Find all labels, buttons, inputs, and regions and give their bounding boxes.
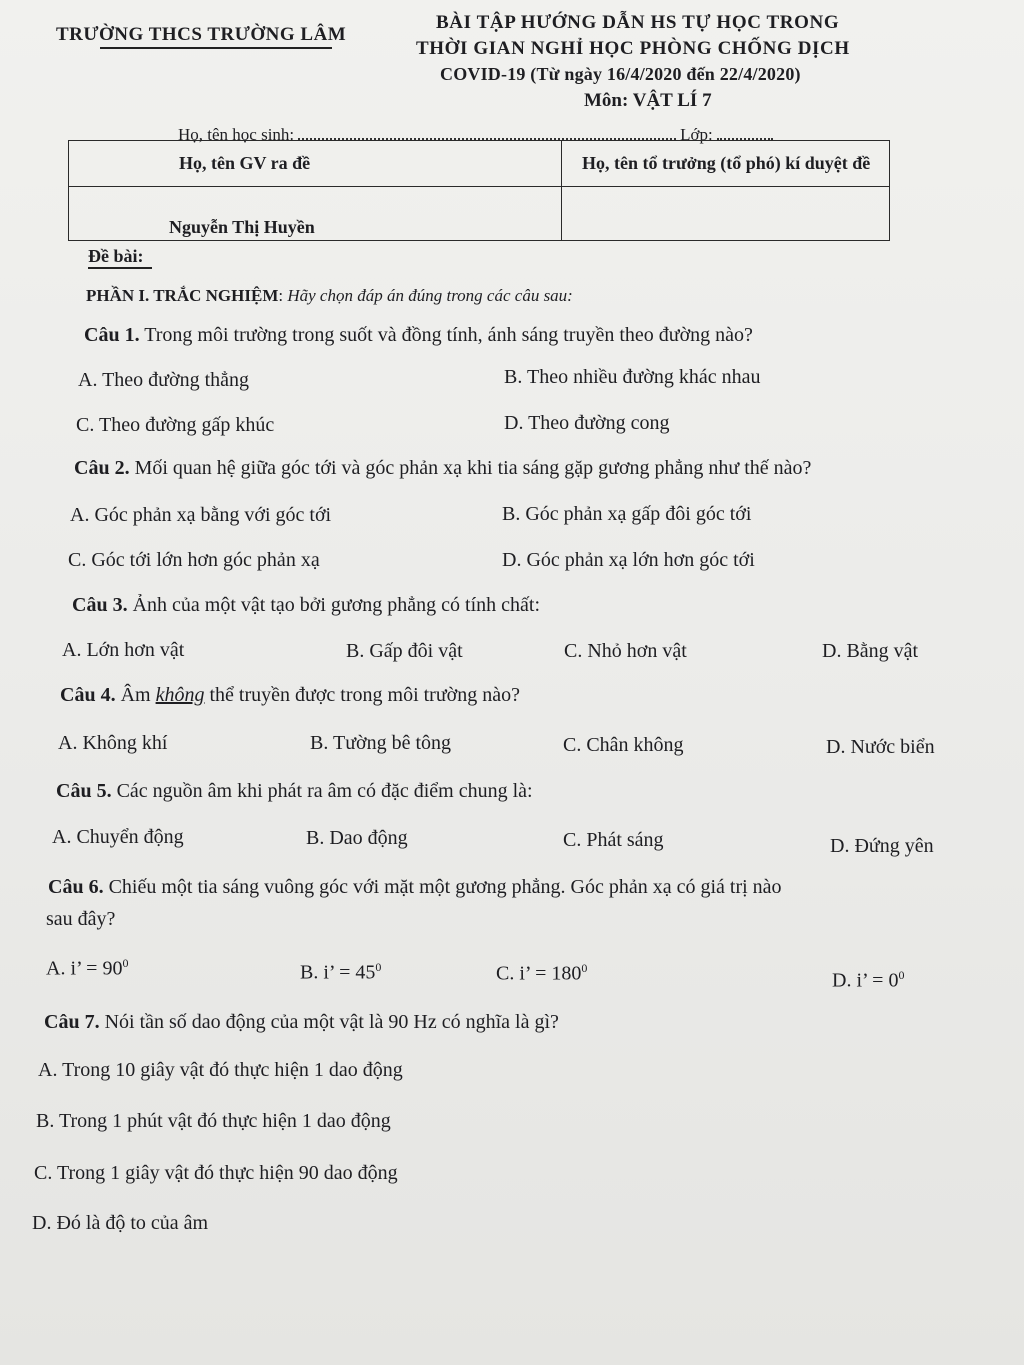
q2-option-d: D. Góc phản xạ lớn hơn góc tới <box>502 549 755 571</box>
q6-option-c: C. i’ = $180^0$ <box>496 961 588 985</box>
question-5 <box>56 780 533 803</box>
approver-header-cell: Họ, tên tổ trưởng (tổ phó) kí duyệt đề <box>562 141 890 187</box>
q4-option-a: A. Không khí <box>58 732 168 754</box>
school-underline <box>100 47 332 49</box>
part-heading: PHẦN I. TRẮC NGHIỆM: Hãy chọn đáp án đúng trong các câu sau: <box>86 286 573 305</box>
exercise-heading-underline <box>88 267 152 269</box>
question-label: Câu 1. <box>84 324 140 346</box>
question-text-before: Âm <box>120 684 151 706</box>
q5-option-c: C. Phát sáng <box>563 829 664 851</box>
question-label: Câu 4. <box>60 684 116 706</box>
q7-option-d: D. Đó là độ to của âm <box>32 1212 209 1234</box>
question-label: Câu 6. <box>48 876 104 898</box>
q1-option-c: C. Theo đường gấp khúc <box>76 414 275 436</box>
question-text-after: thể truyền được trong môi trường nào? <box>209 684 521 706</box>
student-name-blank <box>298 124 676 140</box>
class-blank <box>717 124 773 140</box>
school-name: TRƯỜNG THCS TRƯỜNG LÂM <box>56 24 347 45</box>
question-text: Ảnh của một vật tạo bởi gương phẳng có tính chất: <box>132 594 541 616</box>
q4-option-c: C. Chân không <box>563 734 684 756</box>
title-line-1: BÀI TẬP HƯỚNG DẪN HS TỰ HỌC TRONG <box>436 12 840 33</box>
q4-option-b: B. Tường bê tông <box>310 732 452 754</box>
q1-option-a: A. Theo đường thẳng <box>78 369 250 391</box>
question-1 <box>84 324 753 347</box>
title-line-2: THỜI GIAN NGHỈ HỌC PHÒNG CHỐNG DỊCH <box>416 38 850 59</box>
teacher-info-table <box>68 140 890 241</box>
q7-option-c: C. Trong 1 giây vật đó thực hiện 90 dao động <box>34 1162 398 1184</box>
title-line-3: COVID-19 (Từ ngày 16/4/2020 đến 22/4/2020) <box>440 64 801 84</box>
q3-option-a: A. Lớn hơn vật <box>62 639 185 661</box>
approver-signature-cell <box>562 187 890 241</box>
exercise-heading: Đề bài: <box>88 246 144 266</box>
question-4 <box>60 684 520 707</box>
part-title: PHẦN I. TRẮC NGHIỆM <box>86 286 279 305</box>
question-7 <box>44 1011 559 1034</box>
question-label: Câu 5. <box>56 780 112 802</box>
q7-option-a: A. Trong 10 giây vật đó thực hiện 1 dao động <box>38 1059 403 1081</box>
teacher-name-cell: Nguyễn Thị Huyền <box>69 187 562 241</box>
q3-option-c: C. Nhỏ hơn vật <box>564 640 687 662</box>
question-text: Chiếu một tia sáng vuông góc với mặt một gương phẳng. Góc phản xạ có giá trị nào <box>108 876 782 898</box>
q1-option-b: B. Theo nhiều đường khác nhau <box>504 366 761 388</box>
q6-option-a: A. i’ = $90^0$ <box>46 956 129 980</box>
q2-option-c: C. Góc tới lớn hơn góc phản xạ <box>68 549 320 571</box>
q6-option-d: D. i’ = $0^0$ <box>832 968 905 992</box>
q5-option-a: A. Chuyển động <box>52 826 184 848</box>
question-2 <box>74 457 811 480</box>
part-instruction: Hãy chọn đáp án đúng trong các câu sau: <box>287 286 573 305</box>
q5-option-b: B. Dao động <box>306 827 408 849</box>
question-label: Câu 7. <box>44 1011 100 1033</box>
teacher-header-cell: Họ, tên GV ra đề <box>69 141 562 187</box>
q1-option-d: D. Theo đường cong <box>504 412 670 434</box>
question-text: Mối quan hệ giữa góc tới và góc phản xạ khi tia sáng gặp gương phẳng như thế nào? <box>134 457 812 479</box>
question-3 <box>72 594 540 617</box>
q5-option-d: D. Đứng yên <box>830 835 934 857</box>
q7-option-b: B. Trong 1 phút vật đó thực hiện 1 dao động <box>36 1110 391 1132</box>
q2-option-a: A. Góc phản xạ bằng với góc tới <box>70 504 332 526</box>
q6-option-b: B. i’ = $45^0$ <box>300 960 382 984</box>
question-text: Các nguồn âm khi phát ra âm có đặc điểm chung là: <box>116 780 533 802</box>
student-name-label: Họ, tên học sinh: <box>178 125 295 144</box>
q3-option-d: D. Bằng vật <box>822 640 919 662</box>
q2-option-b: B. Góc phản xạ gấp đôi góc tới <box>502 503 752 525</box>
question-label: Câu 2. <box>74 457 130 479</box>
question-text: Trong môi trường trong suốt và đồng tính, ánh sáng truyền theo đường nào? <box>144 324 753 346</box>
question-emphasis: không <box>155 684 205 706</box>
question-label: Câu 3. <box>72 594 128 616</box>
question-6 <box>48 876 782 899</box>
q4-option-d: D. Nước biển <box>826 736 935 758</box>
question-text: Nói tần số dao động của một vật là 90 Hz có nghĩa là gì? <box>104 1011 559 1033</box>
question-6-line2: sau đây? <box>46 908 116 930</box>
class-label: Lớp: <box>680 125 713 144</box>
subject-title: Môn: VẬT LÍ 7 <box>584 90 712 111</box>
q3-option-b: B. Gấp đôi vật <box>346 640 463 662</box>
